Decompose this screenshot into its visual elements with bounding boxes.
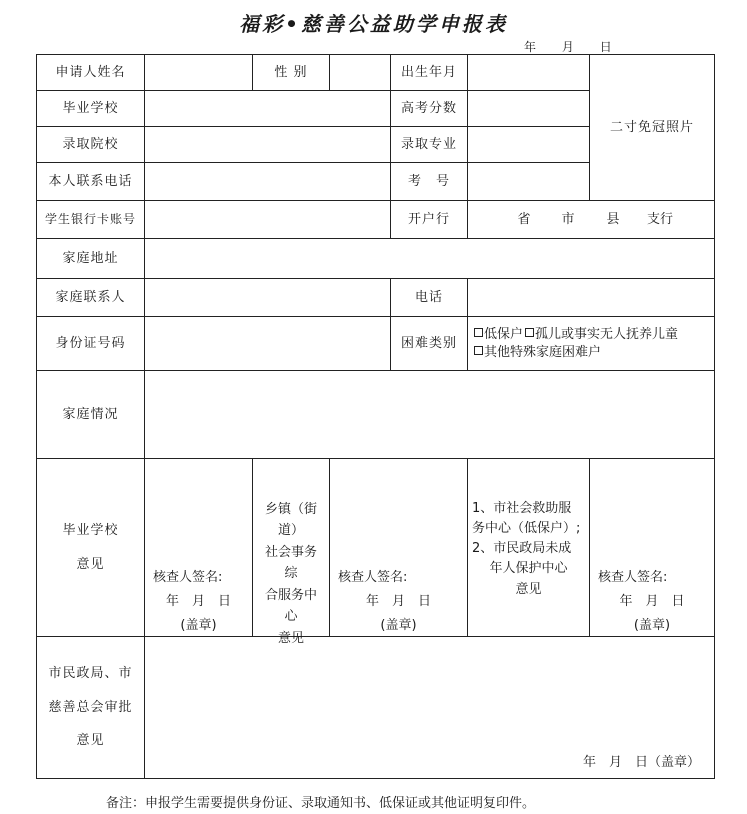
option-dibao: 低保户 bbox=[484, 326, 524, 342]
checkbox-dibao[interactable] bbox=[474, 328, 483, 337]
input-address[interactable] bbox=[145, 239, 715, 279]
input-family[interactable] bbox=[145, 371, 715, 459]
photo-box[interactable]: 二寸免冠照片 bbox=[590, 55, 715, 201]
final-opinion-box[interactable] bbox=[145, 637, 715, 779]
input-name[interactable] bbox=[145, 55, 253, 91]
checkbox-orphan[interactable] bbox=[525, 328, 534, 337]
label-exam-no: 考 号 bbox=[391, 163, 468, 201]
label-major: 录取专业 bbox=[391, 127, 468, 163]
label-hardship: 困难类别 bbox=[391, 317, 468, 371]
application-form bbox=[36, 54, 715, 779]
bank-county: 县 bbox=[606, 211, 620, 227]
city-opinion-box[interactable] bbox=[590, 459, 715, 637]
bank-province: 省 bbox=[517, 211, 531, 227]
input-school[interactable] bbox=[145, 91, 391, 127]
input-id-no[interactable] bbox=[145, 317, 391, 371]
page-title: 福彩•慈善公益助学申报表 bbox=[239, 12, 508, 36]
label-final-opinion bbox=[37, 637, 145, 779]
city-org-line4: 年人保护中心 bbox=[489, 561, 568, 577]
label-address: 家庭地址 bbox=[37, 239, 145, 279]
town-checker: 核查人签名: bbox=[338, 570, 408, 585]
school-opinion-seal: (盖章) bbox=[180, 618, 217, 633]
school-opinion-date: 年 月 日 bbox=[165, 594, 231, 609]
label-school: 毕业学校 bbox=[37, 91, 145, 127]
label-contact-phone: 电话 bbox=[391, 279, 468, 317]
input-birth[interactable] bbox=[468, 55, 590, 91]
hardship-options bbox=[468, 317, 715, 371]
input-gender[interactable] bbox=[330, 55, 391, 91]
label-admit-school: 录取院校 bbox=[37, 127, 145, 163]
date-day: 日 bbox=[599, 40, 612, 54]
option-other: 其他特殊家庭困难户 bbox=[484, 344, 602, 360]
final-label-line2: 慈善总会审批 bbox=[48, 699, 133, 715]
input-score[interactable] bbox=[468, 91, 590, 127]
city-org-line3: 2、市民政局未成 bbox=[472, 541, 572, 557]
option-orphan: 孤儿或事实无人抚养儿童 bbox=[535, 326, 679, 342]
final-label-line1: 市民政局、市 bbox=[48, 665, 133, 681]
town-opinion-seal: (盖章) bbox=[380, 618, 417, 633]
city-org-line2: 务中心（低保户）; bbox=[472, 521, 581, 537]
school-checker: 核查人签名: bbox=[153, 570, 223, 585]
final-opinion-date: 年 月 日（盖章） bbox=[582, 755, 700, 771]
bank-branch: 支行 bbox=[646, 211, 673, 227]
input-admit-school[interactable] bbox=[145, 127, 391, 163]
town-org-line1: 乡镇（街道） bbox=[264, 502, 317, 539]
city-opinion-seal: (盖章) bbox=[633, 618, 671, 633]
town-opinion-box[interactable] bbox=[330, 459, 468, 637]
town-org-line4: 意见 bbox=[277, 630, 304, 646]
label-name: 申请人姓名 bbox=[37, 55, 145, 91]
label-phone: 本人联系电话 bbox=[37, 163, 145, 201]
school-opinion-box[interactable] bbox=[145, 459, 253, 637]
checkbox-other[interactable] bbox=[474, 346, 483, 355]
school-opinion-line2: 意见 bbox=[76, 556, 105, 572]
date-month: 月 bbox=[561, 40, 574, 54]
town-org-line2: 社会事务综 bbox=[264, 544, 317, 582]
city-org-line5: 意见 bbox=[515, 581, 542, 597]
input-major[interactable] bbox=[468, 127, 590, 163]
label-id-no: 身份证号码 bbox=[37, 317, 145, 371]
town-opinion-date: 年 月 日 bbox=[365, 594, 431, 609]
input-phone[interactable] bbox=[145, 163, 391, 201]
city-org-line1: 1、市社会救助服 bbox=[472, 501, 572, 516]
label-family: 家庭情况 bbox=[37, 371, 145, 459]
final-label-line3: 意见 bbox=[76, 733, 105, 749]
date-year: 年 bbox=[524, 40, 537, 54]
input-bank[interactable] bbox=[468, 201, 715, 239]
input-contact[interactable] bbox=[145, 279, 391, 317]
town-org-line3: 合服务中心 bbox=[264, 587, 317, 625]
city-opinion-date: 年 月 日 bbox=[619, 594, 685, 609]
label-score: 高考分数 bbox=[391, 91, 468, 127]
bank-city: 市 bbox=[561, 211, 575, 227]
label-contact: 家庭联系人 bbox=[37, 279, 145, 317]
footnote: 备注：申报学生需要提供身份证、录取通知书、低保证或其他证明复印件。 bbox=[106, 796, 536, 811]
label-birth: 出生年月 bbox=[391, 55, 468, 91]
school-opinion-line1: 毕业学校 bbox=[62, 522, 119, 538]
label-bank: 开户行 bbox=[391, 201, 468, 239]
input-exam-no[interactable] bbox=[468, 163, 590, 201]
label-bank-card: 学生银行卡账号 bbox=[37, 201, 145, 239]
city-checker: 核查人签名: bbox=[598, 570, 668, 585]
input-bank-card[interactable] bbox=[145, 201, 391, 239]
town-org-label bbox=[253, 459, 330, 646]
label-gender: 性 别 bbox=[253, 55, 330, 91]
city-org-label bbox=[468, 459, 590, 637]
label-school-opinion bbox=[37, 459, 145, 637]
input-contact-phone[interactable] bbox=[468, 279, 715, 317]
header-date bbox=[524, 38, 634, 55]
